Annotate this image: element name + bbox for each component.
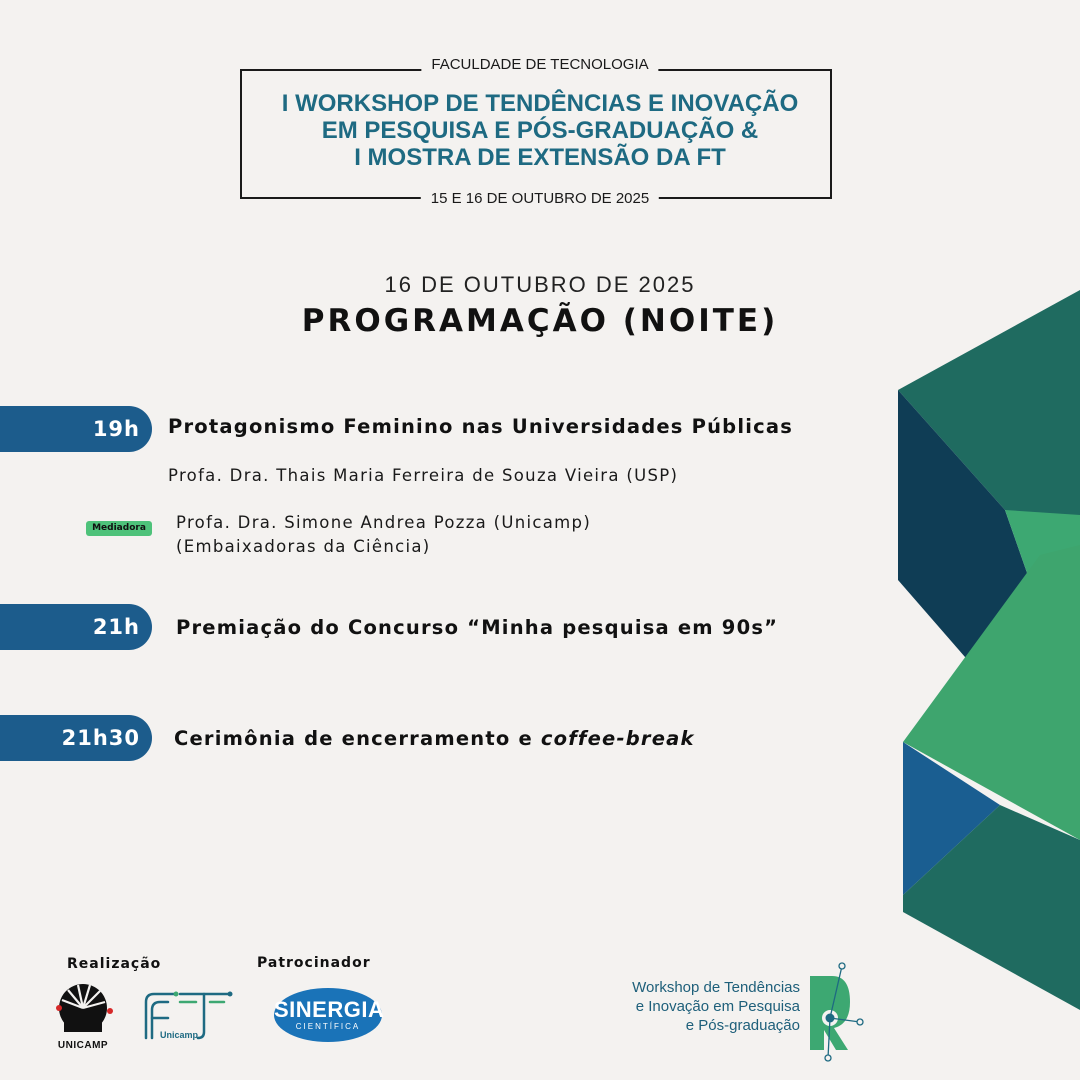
deco-shape-green-small (1005, 510, 1080, 610)
sinergia-sub: CIENTÍFICA (295, 1022, 361, 1031)
moderator-line-2: (Embaixadoras da Ciência) (176, 537, 431, 556)
time-pill-21h: 21h (0, 604, 152, 650)
workshop-logo-text (600, 978, 800, 1035)
institution-label: FACULDADE DE TECNOLOGIA (421, 56, 658, 73)
unicamp-label: UNICAMP (57, 1040, 109, 1051)
moderator-line-1: Profa. Dra. Simone Andrea Pozza (Unicamp) (176, 513, 592, 532)
schedule-title-3-italic: coffee-break (540, 727, 695, 750)
day-heading: 16 DE OUTUBRO DE 2025 (384, 272, 696, 297)
unicamp-logo-icon (50, 980, 116, 1040)
realizacao-label: Realização (67, 956, 162, 972)
ft-unicamp-label: Unicamp (160, 1030, 199, 1040)
deco-shape-bottom (903, 805, 1080, 1010)
event-title (240, 90, 840, 171)
deco-shape-navy (898, 390, 1040, 680)
event-dates: 15 E 16 DE OUTUBRO DE 2025 (421, 190, 659, 207)
speaker-1: Profa. Dra. Thais Maria Ferreira de Souza Vieira (USP) (168, 466, 679, 485)
schedule-title-2: Premiação do Concurso “Minha pesquisa em 90s” (176, 616, 779, 639)
schedule-title-3-plain: Cerimônia de encerramento e (174, 727, 541, 750)
program-heading: PROGRAMAÇÃO (NOITE) (301, 303, 779, 339)
workshop-logo-line-2: e Inovação em Pesquisa (635, 998, 800, 1015)
workshop-logo-line-1: Workshop de Tendências (632, 979, 800, 996)
moderator-badge: Mediadora (86, 521, 152, 536)
deco-shape-blue (903, 742, 1000, 895)
schedule-title-1: Protagonismo Feminino nas Universidades Públicas (168, 415, 794, 438)
time-pill-21h30: 21h30 (0, 715, 152, 761)
time-pill-19h: 19h (0, 406, 152, 452)
schedule-title-3 (174, 727, 695, 750)
event-title-line-3: I MOSTRA DE EXTENSÃO DA FT (354, 144, 726, 171)
patrocinador-label: Patrocinador (257, 955, 371, 971)
sinergia-logo (274, 988, 385, 1042)
sinergia-name: SINERGIA (274, 997, 385, 1022)
event-title-line-2: EM PESQUISA E PÓS-GRADUAÇÃO & (321, 117, 759, 144)
workshop-logo-line-3: e Pós-graduação (685, 1017, 800, 1034)
deco-shape-green-large (903, 545, 1080, 840)
workshop-logo-icon (806, 962, 868, 1064)
event-title-line-1: I WORKSHOP DE TENDÊNCIAS E INOVAÇÃO (281, 90, 799, 117)
